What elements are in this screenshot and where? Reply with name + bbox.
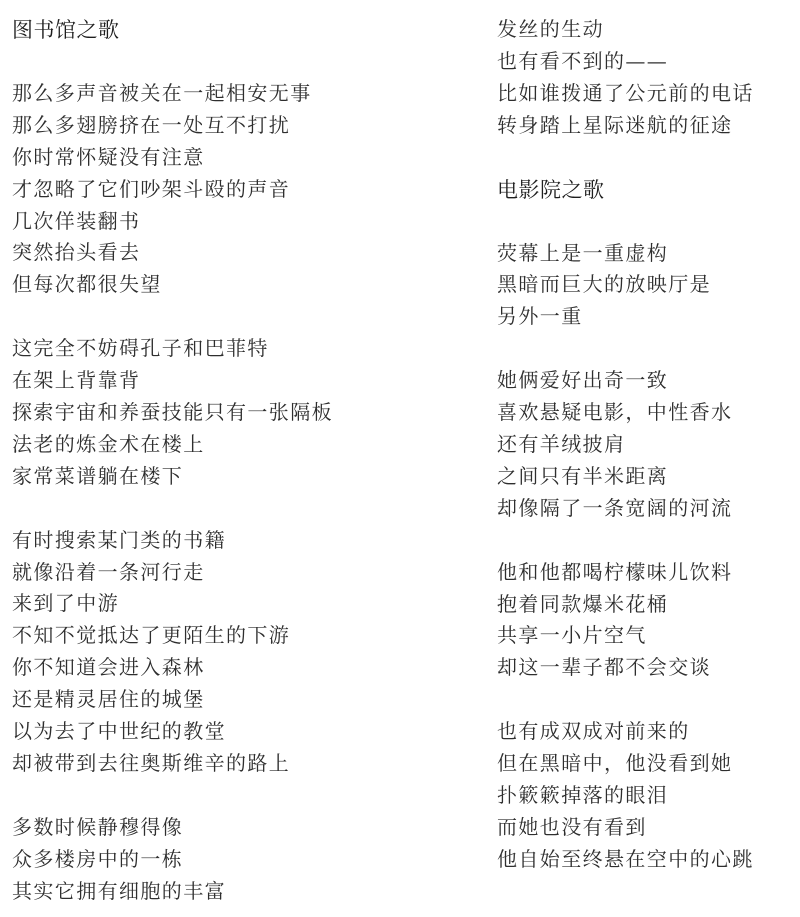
poem-line: 不知不觉抵达了更陌生的下游 <box>12 623 291 648</box>
stanza <box>12 78 482 301</box>
poem-line: 却这一辈子都不会交谈 <box>497 655 711 680</box>
poem-line: 其实它拥有细胞的丰富 <box>12 878 226 903</box>
poem-line: 也有看不到的—— <box>497 48 669 73</box>
poem-line: 却被带到去往奥斯维辛的路上 <box>12 750 291 775</box>
poem-line: 也有成双成对前来的 <box>497 719 690 744</box>
poem-line: 家常菜谱躺在楼下 <box>12 463 184 488</box>
stanza <box>497 365 792 524</box>
stanza <box>497 557 792 685</box>
poem-line: 众多楼房中的一栋 <box>12 846 184 871</box>
poem-line: 多数时候静穆得像 <box>12 814 184 839</box>
poem-line: 抱着同款爆米花桶 <box>497 591 669 616</box>
poem-line: 她俩爱好出奇一致 <box>497 368 669 393</box>
poem-line: 转身踏上星际迷航的征途 <box>497 112 733 137</box>
poem-line: 那么多声音被关在一起相安无事 <box>12 81 312 105</box>
poem-line: 几次佯装翻书 <box>12 208 141 233</box>
left-column <box>12 14 482 907</box>
poem-line: 发丝的生动 <box>497 17 604 41</box>
stanza <box>12 525 482 780</box>
poem-line: 那么多翅膀挤在一处互不打扰 <box>12 112 291 137</box>
poem-line: 喜欢悬疑电影，中性香水 <box>497 400 733 425</box>
poem-line: 却像隔了一条宽阔的河流 <box>497 495 733 520</box>
poem-title-library: 图书馆之歌 <box>12 18 120 42</box>
poem-line: 他和他都喝柠檬味儿饮料 <box>497 559 733 584</box>
stanza-continued <box>497 14 792 142</box>
poem-line: 黑暗而巨大的放映厅是 <box>497 272 711 297</box>
poem-line: 但每次都很失望 <box>12 272 162 297</box>
poem-line: 法老的炼金术在楼上 <box>12 431 205 456</box>
poem-line: 还是精灵居住的城堡 <box>12 687 205 712</box>
poem-line: 才忽略了它们吵架斗殴的声音 <box>12 176 291 201</box>
poem-line: 之间只有半米距离 <box>497 463 669 488</box>
poem-line: 就像沿着一条河行走 <box>12 559 205 584</box>
poem-line: 但在黑暗中，他没看到她 <box>497 751 733 776</box>
poem-line: 突然抬头看去 <box>12 240 141 265</box>
poem-line: 有时搜索某门类的书籍 <box>12 527 226 552</box>
poem-line: 他自始至终悬在空中的心跳 <box>497 846 754 871</box>
stanza <box>12 812 482 908</box>
poem-line: 比如谁拨通了公元前的电话 <box>497 80 754 105</box>
poem-line: 在架上背靠背 <box>12 368 141 393</box>
poem-line: 荧幕上是一重虚构 <box>497 240 669 265</box>
poem-title-cinema: 电影院之歌 <box>497 177 605 202</box>
poem-line: 探索宇宙和养蚕技能只有一张隔板 <box>12 400 333 425</box>
poem-line: 而她也没有看到 <box>497 814 647 839</box>
stanza <box>497 716 792 875</box>
poem-line: 你时常怀疑没有注意 <box>12 144 205 169</box>
poem-line: 共享一小片空气 <box>497 623 647 648</box>
poem-line: 来到了中游 <box>12 591 119 616</box>
poem-line: 以为去了中世纪的教堂 <box>12 719 226 744</box>
poem-line: 另外一重 <box>497 304 583 329</box>
right-column <box>497 14 792 876</box>
poem-line: 这完全不妨碍孔子和巴菲特 <box>12 336 269 361</box>
poem-line: 你不知道会进入森林 <box>12 655 205 680</box>
stanza <box>497 238 792 334</box>
poem-line: 扑簌簌掉落的眼泪 <box>497 783 669 808</box>
poem-line: 还有羊绒披肩 <box>497 432 626 457</box>
stanza <box>12 333 482 492</box>
